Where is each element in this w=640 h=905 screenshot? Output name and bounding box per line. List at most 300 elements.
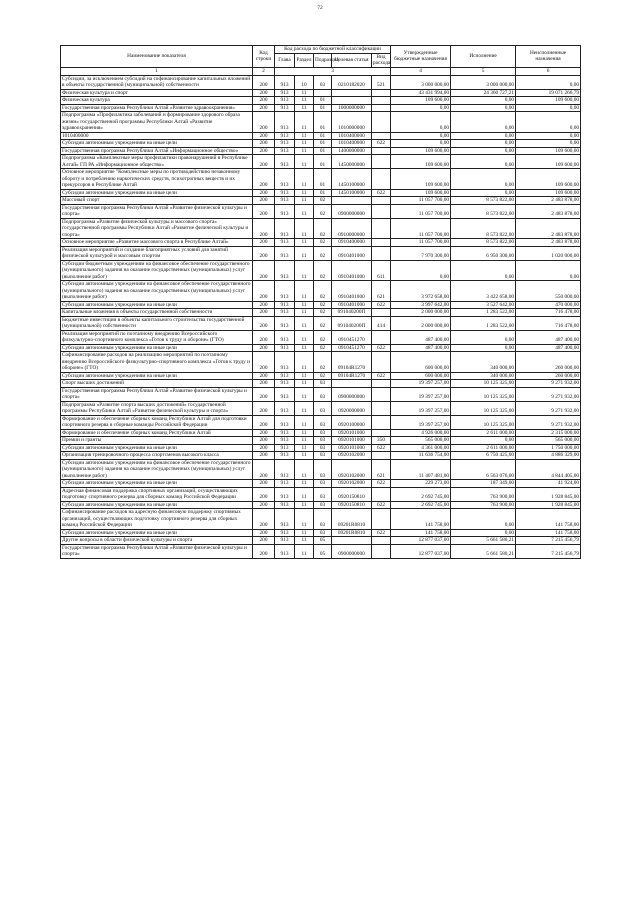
row-approved: 2 000 000,00 [391,309,451,317]
row-unexecuted: 2 483 878,00 [516,218,581,239]
row-target-article: 0910401000 [332,301,372,309]
row-chapter: 913 [275,155,295,169]
row-target-article: 091040200П [332,316,372,330]
row-expense-type [372,452,391,460]
row-execution: 10 125 325,00 [451,387,516,401]
row-target-article: 0920102000 [332,452,372,460]
row-unexecuted: 2 483 878,00 [516,197,581,205]
row-subsection: 02 [314,246,332,260]
row-section: 11 [295,415,314,429]
row-chapter: 913 [275,344,295,352]
row-name: Государственная программа Республики Алтай «Развитие физической культуры и спорта» [61,204,253,218]
row-subsection [314,89,332,97]
budget-execution-table [60,45,581,559]
row-unexecuted: 0,00 [516,104,581,112]
row-name: Субсидии автономным учреждениям на иные цели [61,189,253,197]
row-target-article: 0910401000 [332,246,372,260]
row-unexecuted: 9 271 932,00 [516,380,581,388]
row-target-article: 0910401000 [332,281,372,302]
row-line-code: 200 [253,387,275,401]
row-name: Субсидии автономным учреждениям на иные цели [61,344,253,352]
row-target-article: 0900000000 [332,387,372,401]
row-approved: 2 692 745,00 [391,487,451,501]
row-chapter: 913 [275,352,295,373]
row-unexecuted: 487 400,00 [516,330,581,344]
row-expense-type [372,352,391,373]
row-chapter: 913 [275,316,295,330]
row-approved: 0,00 [391,260,451,281]
row-expense-type [372,112,391,133]
row-chapter: 913 [275,75,295,89]
table-row [61,544,581,558]
row-line-code: 200 [253,344,275,352]
table-row [61,169,581,190]
row-expense-type: 622 [372,189,391,197]
row-chapter: 913 [275,281,295,302]
row-unexecuted: 1 928 845,00 [516,487,581,501]
row-chapter: 913 [275,140,295,148]
row-line-code: 200 [253,529,275,537]
row-line-code: 200 [253,132,275,140]
header-line-code: Код строки [253,46,275,68]
row-section: 11 [295,260,314,281]
row-line-code: 200 [253,75,275,89]
header-classification: Код расхода по бюджетной классификации [275,46,391,54]
row-unexecuted: 9 271 932,00 [516,401,581,415]
row-section: 11 [295,509,314,530]
row-line-code: 200 [253,281,275,302]
row-execution: 763 900,00 [451,501,516,509]
row-approved: 11 057 700,00 [391,218,451,239]
row-unexecuted: 109 600,00 [516,189,581,197]
row-name: Софинансирование расходов на реализацию мероприятий по поэтапному внедрению Всероссийского физкультурно-спортивного комплекса «Готов к труду и обороне» (ГТО) [61,352,253,373]
row-section: 11 [295,169,314,190]
row-target-article: 1400000000 [332,147,372,155]
table-row [61,415,581,429]
row-unexecuted: 470 000,00 [516,301,581,309]
row-execution: 0,00 [451,169,516,190]
table-row [61,429,581,437]
row-unexecuted: 550 000,00 [516,281,581,302]
row-expense-type: 622 [372,501,391,509]
row-line-code: 200 [253,401,275,415]
row-unexecuted: 2 483 878,00 [516,239,581,247]
row-name: Подпрограмма «Комплексные меры профилактики правонарушений в Республике Алтай» ГП РА «Информационное общество» [61,155,253,169]
row-subsection: 03 [314,501,332,509]
row-expense-type [372,204,391,218]
row-target-article: 0910451270 [332,330,372,344]
row-name: Государственная программа Республики Алтай «Информационное общество» [61,147,253,155]
row-expense-type: 622 [372,480,391,488]
row-execution: 340 000,00 [451,372,516,380]
row-unexecuted: 0,00 [516,112,581,133]
row-approved: 0,00 [391,112,451,133]
row-name: Реализация мероприятий по поэтапному внедрению Всероссийского физкультурно-спортивного комплекса «Готов к труду и обороне» (ГТО) [61,330,253,344]
row-line-code: 200 [253,197,275,205]
row-expense-type [372,147,391,155]
row-section: 11 [295,197,314,205]
table-row [61,352,581,373]
row-chapter: 913 [275,480,295,488]
row-execution: 5 661 580,21 [451,544,516,558]
row-unexecuted: 260 000,00 [516,352,581,373]
row-execution: 24 360 727,21 [451,89,516,97]
row-name: Софинансирование расходов на адресную финансовую поддержку спортивных организаций, осуществляющих подготовку спортивного резерва для сборных команд Российской Федерации [61,509,253,530]
row-expense-type: 621 [372,459,391,480]
row-section: 11 [295,89,314,97]
row-name: Массовый спорт [61,197,253,205]
header-target-article: Целевая статья [332,53,372,67]
row-line-code: 200 [253,459,275,480]
row-name: Государственная программа Республики Алтай «Развитие здравоохранения» [61,104,253,112]
row-approved: 3 000 000,00 [391,75,451,89]
row-unexecuted: 141 758,00 [516,509,581,530]
row-section: 11 [295,529,314,537]
row-expense-type: 611 [372,260,391,281]
row-line-code: 200 [253,330,275,344]
row-chapter: 913 [275,529,295,537]
page-number: 72 [317,5,323,11]
row-chapter: 913 [275,169,295,190]
row-name: Основное мероприятие "Комплексные меры по противодействию незаконному обороту и потреблению наркотических средств, психотропных веществ и их прекурсоров в Республике Алтай [61,169,253,190]
row-approved: 19 397 257,00 [391,415,451,429]
table-row [61,437,581,445]
row-line-code: 200 [253,246,275,260]
header-execution: Исполнение [451,46,516,68]
row-subsection: 02 [314,239,332,247]
row-chapter: 913 [275,204,295,218]
row-approved: 12 877 037,00 [391,544,451,558]
row-target-article: 1010400000 [332,132,372,140]
row-approved: 2 692 745,00 [391,501,451,509]
row-target-article: 1000000000 [332,104,372,112]
row-unexecuted: 19 071 266,79 [516,89,581,97]
row-unexecuted: 0,00 [516,132,581,140]
row-target-article: 09201R0810 [332,509,372,530]
row-chapter: 913 [275,372,295,380]
row-subsection: 03 [314,380,332,388]
row-execution: 0,00 [451,437,516,445]
row-name: Организация тренировочного процесса спортсменов высокого класса [61,452,253,460]
row-subsection: 02 [314,316,332,330]
row-unexecuted: 0,00 [516,75,581,89]
row-subsection: 01 [314,97,332,105]
row-name: Формирование и обеспечение сборных команд Республики Алтай для подготовки спортивного резерва в сборные команды Российской Федерации [61,415,253,429]
row-target-article: 0920102000 [332,459,372,480]
row-line-code: 200 [253,301,275,309]
row-chapter: 913 [275,197,295,205]
row-section: 11 [295,480,314,488]
row-line-code: 200 [253,316,275,330]
row-subsection: 03 [314,480,332,488]
row-execution: 0,00 [451,260,516,281]
row-unexecuted: 487 400,00 [516,344,581,352]
row-expense-type [372,132,391,140]
row-name: Государственная программа Республики Алтай «Развитие физической культуры и спорта» [61,544,253,558]
row-subsection: 02 [314,352,332,373]
row-subsection: 03 [314,444,332,452]
row-subsection: 02 [314,197,332,205]
row-approved: 487 400,00 [391,344,451,352]
row-unexecuted: 141 758,00 [516,529,581,537]
row-subsection: 02 [314,344,332,352]
row-expense-type: 622 [372,372,391,380]
row-unexecuted: 9 271 932,00 [516,387,581,401]
row-target-article: 09201R0810 [332,529,372,537]
row-section: 11 [295,452,314,460]
table-row [61,330,581,344]
row-approved: 11 057 700,00 [391,239,451,247]
row-expense-type: 622 [372,301,391,309]
row-chapter: 913 [275,487,295,501]
row-name: Субсидии автономным учреждениям на иные цели [61,529,253,537]
row-name: Подпрограмма «Профилактика заболеваний и формирование здорового образа жизни» государственной программы Республики Алтай «Развитие здравоохранения» [61,112,253,133]
row-subsection: 02 [314,372,332,380]
row-line-code: 200 [253,501,275,509]
row-unexecuted: 0,00 [516,260,581,281]
row-section: 11 [295,112,314,133]
row-execution: 0,00 [451,155,516,169]
row-section: 11 [295,147,314,155]
row-section: 11 [295,189,314,197]
row-subsection: 01 [314,112,332,133]
row-chapter: 913 [275,239,295,247]
row-target-article: 0910400000 [332,239,372,247]
row-expense-type [372,239,391,247]
row-approved: 11 636 754,00 [391,452,451,460]
row-subsection: 03 [314,387,332,401]
table-row [61,89,581,97]
row-approved: 43 431 994,00 [391,89,451,97]
row-section: 11 [295,204,314,218]
row-target-article: 1010000000 [332,112,372,133]
table-row [61,444,581,452]
table-row [61,344,581,352]
row-line-code: 200 [253,218,275,239]
row-execution: 3 422 658,00 [451,281,516,302]
row-unexecuted: 1 020 000,00 [516,246,581,260]
row-approved: 19 397 257,00 [391,387,451,401]
table-row [61,459,581,480]
row-chapter: 913 [275,112,295,133]
row-name: Адресная финансовая поддержка спортивных организаций, осуществляющих подготовку спортивного резерва для сборных команд Российской Федерации [61,487,253,501]
row-unexecuted: 716 478,00 [516,316,581,330]
row-target-article: 0920101000 [332,429,372,437]
row-chapter: 913 [275,501,295,509]
row-unexecuted: 7 215 456,79 [516,544,581,558]
row-chapter: 913 [275,97,295,105]
row-expense-type: 622 [372,140,391,148]
table-body [61,75,581,558]
table-row [61,197,581,205]
row-approved: 11 407 481,00 [391,459,451,480]
row-name: Субсидии автономным учреждениям на иные цели [61,444,253,452]
row-name: Основное мероприятие «Развитие массового спорта в Республике Алтай» [61,239,253,247]
column-number: 4 [391,67,451,75]
row-name: Государственная программа Республики Алтай «Развитие физической культуры и спорта» [61,387,253,401]
row-name: Физическая культура [61,97,253,105]
row-subsection: 03 [314,452,332,460]
row-execution: 3 000 000,00 [451,75,516,89]
row-name: Подпрограмма «Развитие физической культуры и массового спорта» государственной программы Республики Алтай «Развитие физической культуры и спорта» [61,218,253,239]
row-section: 11 [295,330,314,344]
row-expense-type: 414 [372,316,391,330]
row-expense-type [372,509,391,530]
row-expense-type [372,487,391,501]
row-approved: 600 000,00 [391,372,451,380]
table-row [61,537,581,545]
row-chapter: 913 [275,189,295,197]
row-chapter: 913 [275,380,295,388]
row-name: Бюджетные инвестиции в объекты капитального строительства государственной (муниципальной) собственности [61,316,253,330]
row-section: 11 [295,544,314,558]
column-number: 5 [451,67,516,75]
row-name: Субсидии автономным учреждениям на иные цели [61,501,253,509]
row-chapter: 913 [275,330,295,344]
row-section: 10 [295,75,314,89]
row-target-article [332,380,372,388]
row-subsection: 05 [314,537,332,545]
row-line-code: 200 [253,89,275,97]
row-unexecuted: 716 478,00 [516,309,581,317]
row-approved: 109 600,00 [391,147,451,155]
table-row [61,75,581,89]
row-line-code: 200 [253,189,275,197]
table-row [61,387,581,401]
row-section: 11 [295,501,314,509]
row-line-code: 200 [253,104,275,112]
row-approved: 4 361 000,00 [391,444,451,452]
row-target-article [332,97,372,105]
row-unexecuted: 109 600,00 [516,97,581,105]
row-execution: 10 125 325,00 [451,401,516,415]
row-execution: 3 527 642,00 [451,301,516,309]
row-chapter: 913 [275,537,295,545]
row-name: Субсидии автономным учреждениям на финансовое обеспечение государственного (муниципального) задания на оказание государственных (муниципальных) услуг (выполнение работ) [62,459,251,479]
header-unexecuted: Неисполненные назначения [516,46,581,68]
row-unexecuted: 9 271 932,00 [516,415,581,429]
row-section: 11 [295,140,314,148]
row-subsection: 01 [314,155,332,169]
row-subsection: 02 [314,330,332,344]
row-expense-type: 622 [372,344,391,352]
row-approved: 0,00 [391,140,451,148]
row-subsection: 03 [314,75,332,89]
row-approved: 141 758,00 [391,529,451,537]
row-expense-type [372,330,391,344]
row-section: 11 [295,155,314,169]
row-target-article: 0920000000 [332,401,372,415]
row-execution: 8 573 822,00 [451,197,516,205]
row-chapter: 913 [275,218,295,239]
row-chapter: 913 [275,429,295,437]
row-name: Субсидии автономным учреждениям на иные цели [61,301,253,309]
row-line-code: 200 [253,309,275,317]
row-line-code: 200 [253,415,275,429]
row-execution: 0,00 [451,147,516,155]
row-name: Субсидии автономным учреждениям на иные цели [61,372,253,380]
row-unexecuted: 0,00 [516,140,581,148]
table-row [61,501,581,509]
table-row [61,246,581,260]
column-number: 3 [275,67,391,75]
row-target-article: 0210182020 [332,75,372,89]
table-row [61,372,581,380]
row-section: 11 [295,132,314,140]
row-execution: 0,00 [451,344,516,352]
row-execution: 8 573 822,00 [451,239,516,247]
table-row [61,487,581,501]
row-approved: 141 758,00 [391,509,451,530]
row-execution: 0,00 [451,104,516,112]
row-section: 11 [295,344,314,352]
header-expense-type: Вид расхода [373,53,391,66]
row-approved: 0,00 [391,132,451,140]
row-unexecuted: 2 315 000,00 [516,429,581,437]
table-row [61,452,581,460]
row-line-code: 200 [253,169,275,190]
row-chapter: 913 [275,415,295,429]
row-execution: 0,00 [451,189,516,197]
row-name: Формирование и обеспечение сборных команд Республики Алтай [61,429,253,437]
row-unexecuted: 1 928 845,00 [516,501,581,509]
row-line-code: 200 [253,97,275,105]
table-row [61,218,581,239]
row-unexecuted: 109 600,00 [516,147,581,155]
column-number: 2 [253,67,275,75]
row-section: 11 [295,487,314,501]
row-expense-type: 622 [372,529,391,537]
table-row [61,189,581,197]
row-section: 11 [295,444,314,452]
row-target-article: 0900000000 [332,544,372,558]
row-section: 11 [295,218,314,239]
row-target-article: 0920100000 [332,415,372,429]
row-execution: 1 283 522,00 [451,316,516,330]
table-row [61,380,581,388]
header-subsection: Подраздел [314,53,332,67]
header-approved: Утвержденные бюджетные назначения [391,46,451,68]
row-execution: 0,00 [451,97,516,105]
row-target-article: 1450000000 [332,155,372,169]
row-approved: 109 600,00 [391,169,451,190]
row-expense-type [372,309,391,317]
row-chapter: 913 [275,444,295,452]
row-chapter: 913 [275,544,295,558]
row-line-code: 200 [253,204,275,218]
row-subsection: 03 [314,437,332,445]
row-section: 11 [295,104,314,112]
row-section: 11 [295,352,314,373]
row-line-code: 200 [253,140,275,148]
row-subsection: 02 [314,218,332,239]
row-section: 11 [295,537,314,545]
table-row [61,239,581,247]
row-execution: 2 611 000,00 [451,444,516,452]
row-target-article: 0920150810 [332,501,372,509]
row-unexecuted: 2 483 878,00 [516,204,581,218]
row-chapter: 913 [275,437,295,445]
row-approved: 0,00 [391,104,451,112]
row-unexecuted: 4 844 405,00 [516,459,581,480]
table-row [61,140,581,148]
row-subsection: 01 [314,189,332,197]
row-approved: 3 972 658,00 [391,281,451,302]
row-name: Другие вопросы в области физической культуры и спорта [61,537,253,545]
row-execution: 10 125 325,00 [451,380,516,388]
row-target-article: 0920102000 [332,480,372,488]
row-subsection: 02 [314,260,332,281]
